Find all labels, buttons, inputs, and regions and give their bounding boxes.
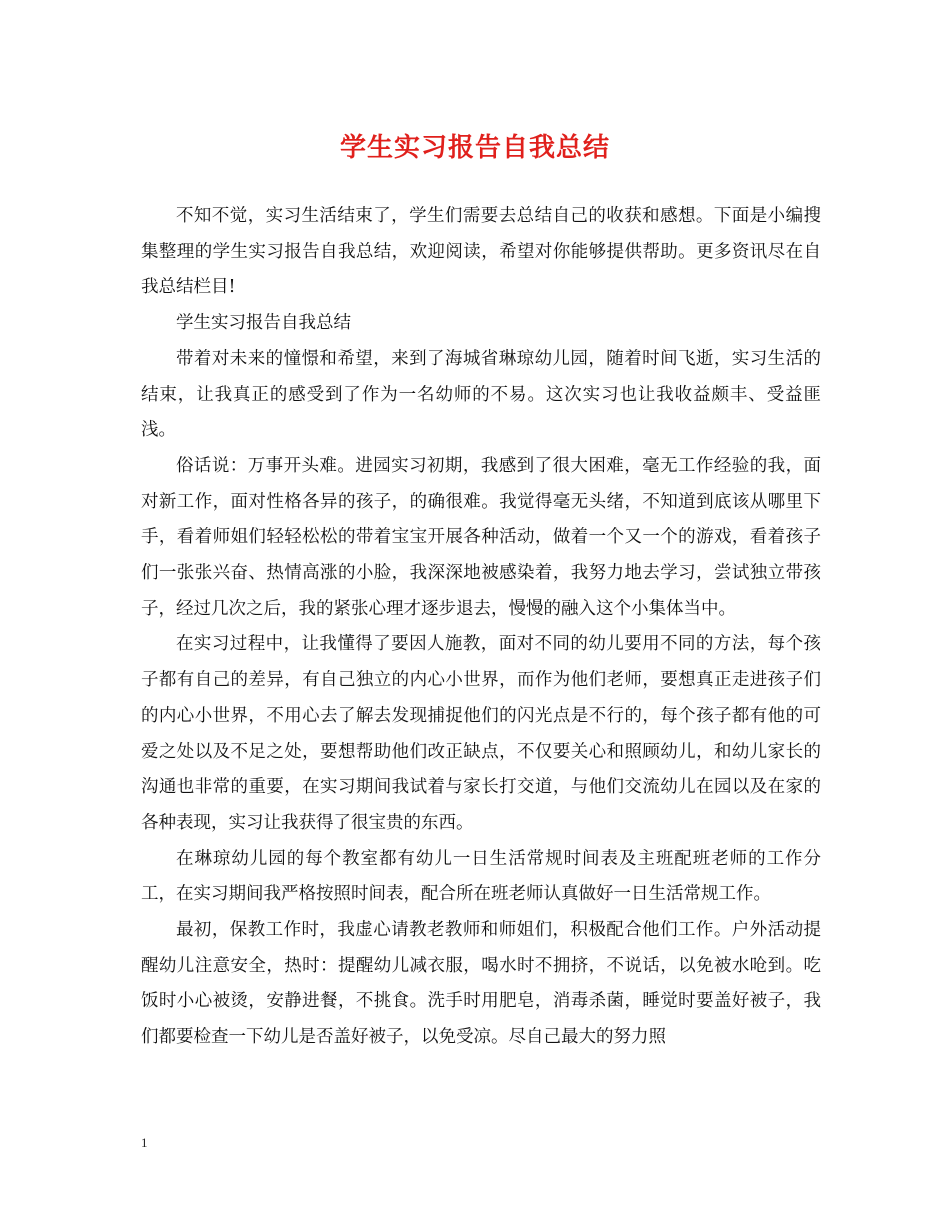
paragraph-intro: 不知不觉，实习生活结束了，学生们需要去总结自己的收获和感想。下面是小编搜集整理的学生实习报告自我总结，欢迎阅读，希望对你能够提供帮助。更多资讯尽在自我总结栏目! bbox=[141, 206, 821, 298]
paragraph-1: 带着对未来的憧憬和希望，来到了海城省琳琼幼儿园，随着时间飞逝，实习生活的结束，让我真正的感受到了作为一名幼师的不易。这次实习也让我收益颇丰、受益匪浅。 bbox=[141, 348, 821, 441]
document-body bbox=[141, 199, 821, 1056]
paragraph-subtitle: 学生实习报告自我总结 bbox=[176, 313, 351, 334]
page-number: 1 bbox=[141, 1135, 148, 1150]
paragraph-5: 最初，保教工作时，我虚心请教老教师和师姐们，积极配合他们工作。户外活动提醒幼儿注意安全，热时：提醒幼儿减衣服，喝水时不拥挤，不说话，以免被水呛到。吃饭时小心被烫，安静进餐，不挑食。洗手时用肥皂，消毒杀菌，睡觉时要盖好被子，我们都要检查一下幼儿是否盖好被子，以免受凉。尽自己最大的努力照 bbox=[141, 920, 821, 1048]
document-title: 学生实习报告自我总结 bbox=[339, 133, 610, 163]
paragraph-4: 在琳琼幼儿园的每个教室都有幼儿一日生活常规时间表及主班配班老师的工作分工，在实习期间我严格按照时间表，配合所在班老师认真做好一日生活常规工作。 bbox=[141, 848, 821, 905]
paragraph-2: 俗话说：万事开头难。进园实习初期，我感到了很大困难，毫无工作经验的我，面对新工作，面对性格各异的孩子，的确很难。我觉得毫无头绪，不知道到底该从哪里下手，看着师姐们轻轻松松的带着宝宝开展各种活动，做着一个又一个的游戏，看着孩子们一张张兴奋、热情高涨的小脸，我深深地被感染着，我努力地去学习，尝试独立带孩子，经过几次之后，我的紧张心理才逐步退去，慢慢的融入这个小集体当中。 bbox=[141, 455, 821, 619]
paragraph-3: 在实习过程中，让我懂得了要因人施教，面对不同的幼儿要用不同的方法，每个孩子都有自己的差异，有自己独立的内心小世界，而作为他们老师，要想真正走进孩子们的内心小世界，不用心去了解去发现捕捉他们的闪光点是不行的，每个孩子都有他的可爱之处以及不足之处，要想帮助他们改正缺点，不仅要关心和照顾幼儿，和幼儿家长的沟通也非常的重要，在实习期间我试着与家长打交道，与他们交流幼儿在园以及在家的各种表现，实习让我获得了很宝贵的东西。 bbox=[141, 634, 821, 833]
